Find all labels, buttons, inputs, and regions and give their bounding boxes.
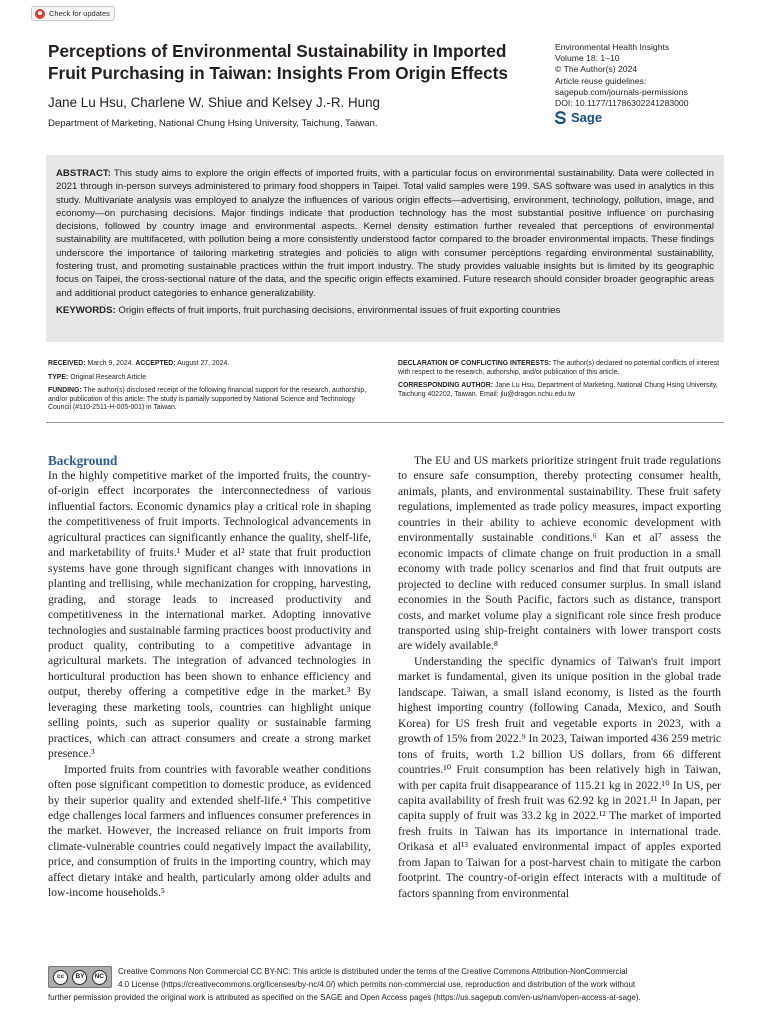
body-column-left <box>48 452 371 902</box>
corresponding-label: CORRESPONDING AUTHOR: <box>398 382 494 390</box>
reuse-guidelines-label: Article reuse guidelines: <box>555 75 647 86</box>
body-paragraph: In the highly competitive market of the imported fruits, the country-of-origin effect incorporates the interconnectedness of various influential factors. Economic dynamics play a critical role in shaping the competitiveness of fruit imports. Technological advancements in agricultural practices can significantly enhance the quality, shelf-life, and marketability of fruits.¹ Muder et al² state that fruit production systems have gone through significant changes with innovations in planting and trellising, while mechanization for cropping, harvesting, grading, and storage leads to increased productivity and competitiveness in the international market. Adopting innovative technologies and sustainable farming practices boost productivity and product quality, contributing to a competitive advantage in agricultural markets. The integration of advanced technologies in horticultural production has been shown to enhance efficiency and output, thereby offering a competitive edge in the market.³ By leveraging these marketing tools, countries can highlight unique selling points, such as superior quality or sustainable farming practices, which can attract consumers and create a strong market presence.³ <box>48 470 371 761</box>
sage-logo <box>554 110 602 125</box>
corresponding-text: Jane Lu Hsu, Department of Marketing, National Chung Hsing University, Taichung 402202, Taiwan. Email: jlu@dragon.nchu.edu.tw <box>398 382 718 398</box>
body-paragraph: The EU and US markets prioritize stringent fruit trade regulations to ensure safe consumption, thereby protecting consumer health, animals, plants, and environmental sustainability. These fruit safety regulations, implemented as trade policy measures, impact exporting countries in their ability to achieve economic development with environmentally sustainable conditions.⁶ Kan et al⁷ assess the economic impacts of climate change on fruit production in a small economy with trade policy scenarios and find that fruit outputs are projected to decline with reduced consumer surplus. In small island economies in the South Pacific, factors such as distance, transport costs, and market volume play a significant role since fresh produce transported using ship-freight containers with lower transport costs are widely available.⁸ <box>398 455 721 653</box>
keywords <box>56 304 714 317</box>
conflict-text: The author(s) declared no potential conflicts of interest with respect to the research, authorship, and/or publication of this article. <box>398 360 720 376</box>
license-line-1: Creative Commons Non Commercial CC BY-NC: This article is distributed under the terms of the Creative Commons Attribution-NonCommercial <box>118 967 628 976</box>
article-type: Original Research Article <box>70 373 147 381</box>
journal-name: Environmental Health Insights <box>555 42 670 52</box>
dates-line <box>48 360 368 369</box>
funding-text: The author(s) disclosed receipt of the following financial support for the research, authorship, and/or publication of this article: The study is partially supported by National Science and Technology Council (#110-2511-H-005-001) in Taiwan. <box>48 387 367 412</box>
journal-volume: Volume 18: 1–10 <box>555 53 620 64</box>
body-column-right <box>398 454 721 902</box>
abstract-text: This study aims to explore the origin effects of imported fruits, with a particular focus on environmental sustainability. Data were collected in 2021 through in-person surveys administered to primary food shoppers in Taipei. Total valid samples were 199. SAS software was used in analytics in this study. Multivariate analysis was employed to analyze the influences of various origin effects—advertising, environment, technology, pollution, image, and economy—on purchasing decisions. Major findings indicate that production technology has the most substantial positive influence on purchasing decisions, followed by country image and environmental aspects. Kernel density estimation further revealed that perceptions of environmental sustainability are multifaceted, with pollution being a more consistently understood factor compared to the broader environmental impacts. These findings underscore the importance of tailoring marketing strategies and policies to align with consumer perceptions regarding environmental sustainability, fostering trust, and promoting sustainable practices within the fruit import industry. The study provides valuable insights but is limited by its geographic focus on Taipei, the cross-sectional nature of the data, and the specific origin effects examined. Future research should consider broader geographic areas and additional product categories to enhance generalizability. <box>56 168 715 299</box>
accepted-date: August 27, 2024. <box>177 360 230 367</box>
check-for-updates-button[interactable] <box>31 6 115 21</box>
section-divider <box>46 422 724 423</box>
nc-icon: NC <box>92 970 107 985</box>
license-footer <box>48 966 724 1006</box>
keywords-label: KEYWORDS: <box>56 304 116 316</box>
license-line-3: further permission provided the original work is attributed as specified on the SAGE and Open Access pages (https://us.sagepub.com/en-us/nam/open-access-at-sage). <box>48 993 641 1002</box>
journal-info <box>555 42 755 109</box>
sage-s-icon <box>554 111 567 124</box>
article-title: Perceptions of Environmental Sustainability in Imported Fruit Purchasing in Taiwan: Insights From Origin Effects <box>48 41 508 83</box>
section-heading-background: Background <box>48 453 118 468</box>
received-date: March 9, 2024. <box>87 360 134 367</box>
abstract <box>56 167 714 300</box>
body-paragraph: Imported fruits from countries with favorable weather conditions often pose significant competition to domestic produce, as evidenced by their superior quality and extended shelf-life.⁴ This competitive edge challenges local farmers and influences consumer preferences in the market. However, the increased reliance on fruit imports from climate-vulnerable countries could negatively impact the availability, price, and consumption of fruits in the importing country, which may affect dietary intake and health, particularly among older adults and low-income households.⁵ <box>48 763 371 900</box>
by-icon: BY <box>72 970 87 985</box>
accepted-label: ACCEPTED: <box>135 360 176 367</box>
cc-by-nc-badge[interactable] <box>48 966 112 988</box>
article-doi[interactable]: DOI: 10.1177/11786302241283000 <box>555 98 689 109</box>
author-affiliation: Department of Marketing, National Chung Hsing University, Taichung, Taiwan. <box>48 118 378 129</box>
body-paragraph: Understanding the specific dynamics of Taiwan's fruit import market is fundamental, given its unique position in the global trade landscape. Taiwan, a small island economy, is listed as the fourth highest importing country (following Canada, Mexico, and South Korea) for US fresh fruit and vegetable exports in 2023, with a growth of 15% from 2022.⁹ In 2023, Taiwan imported 436 259 metric tons of fruits, worth 1.2 billion US dollars, from 66 different countries.¹⁰ Fruit consumption has been relatively high in Taiwan, with per capita fruit disappearance of 115.21 kg in 2022.¹⁰ In US, per capita availability of fresh fruit was 62.92 kg in 2021.¹¹ In Japan, per capita supply of fruit was 33.2 kg in 2022.¹² The market of imported fresh fruits in Taiwan has its importance in international trade. Orikasa et al¹³ evaluated environmental impact of apples exported from Japan to Taiwan for a post-harvest chain to mitigate the carbon footprint. The country-of-origin effect interacts with a multitude of factors spanning from environmental <box>398 655 721 900</box>
keywords-text: Origin effects of fruit imports, fruit purchasing decisions, environmental issues of fruit exporting countries <box>118 304 561 316</box>
sage-wordmark: Sage <box>571 110 603 125</box>
funding-line <box>48 387 368 413</box>
abstract-label: ABSTRACT: <box>56 168 111 179</box>
article-authors: Jane Lu Hsu, Charlene W. Shiue and Kelsey J.-R. Hung <box>48 95 380 110</box>
abstract-panel <box>46 155 724 342</box>
received-label: RECEIVED: <box>48 360 86 367</box>
cc-icon: cc <box>53 970 68 985</box>
journal-copyright: © The Author(s) 2024 <box>555 64 638 75</box>
check-for-updates-label: Check for updates <box>49 9 110 18</box>
conflict-label: DECLARATION OF CONFLICTING INTERESTS: <box>398 360 551 367</box>
type-line <box>48 374 368 383</box>
crossmark-icon <box>35 9 45 19</box>
conflict-line <box>398 360 720 377</box>
type-label: TYPE: <box>48 373 69 381</box>
corresponding-line <box>398 382 720 399</box>
license-line-2: 4.0 License (https://creativecommons.org/licenses/by-nc/4.0/) which permits non-commercial use, reproduction and distribution of the work without <box>118 980 636 989</box>
article-meta-left <box>48 360 368 418</box>
article-meta-right <box>398 360 720 404</box>
funding-label: FUNDING: <box>48 387 82 395</box>
reuse-guidelines-link[interactable]: sagepub.com/journals-permissions <box>555 86 688 97</box>
